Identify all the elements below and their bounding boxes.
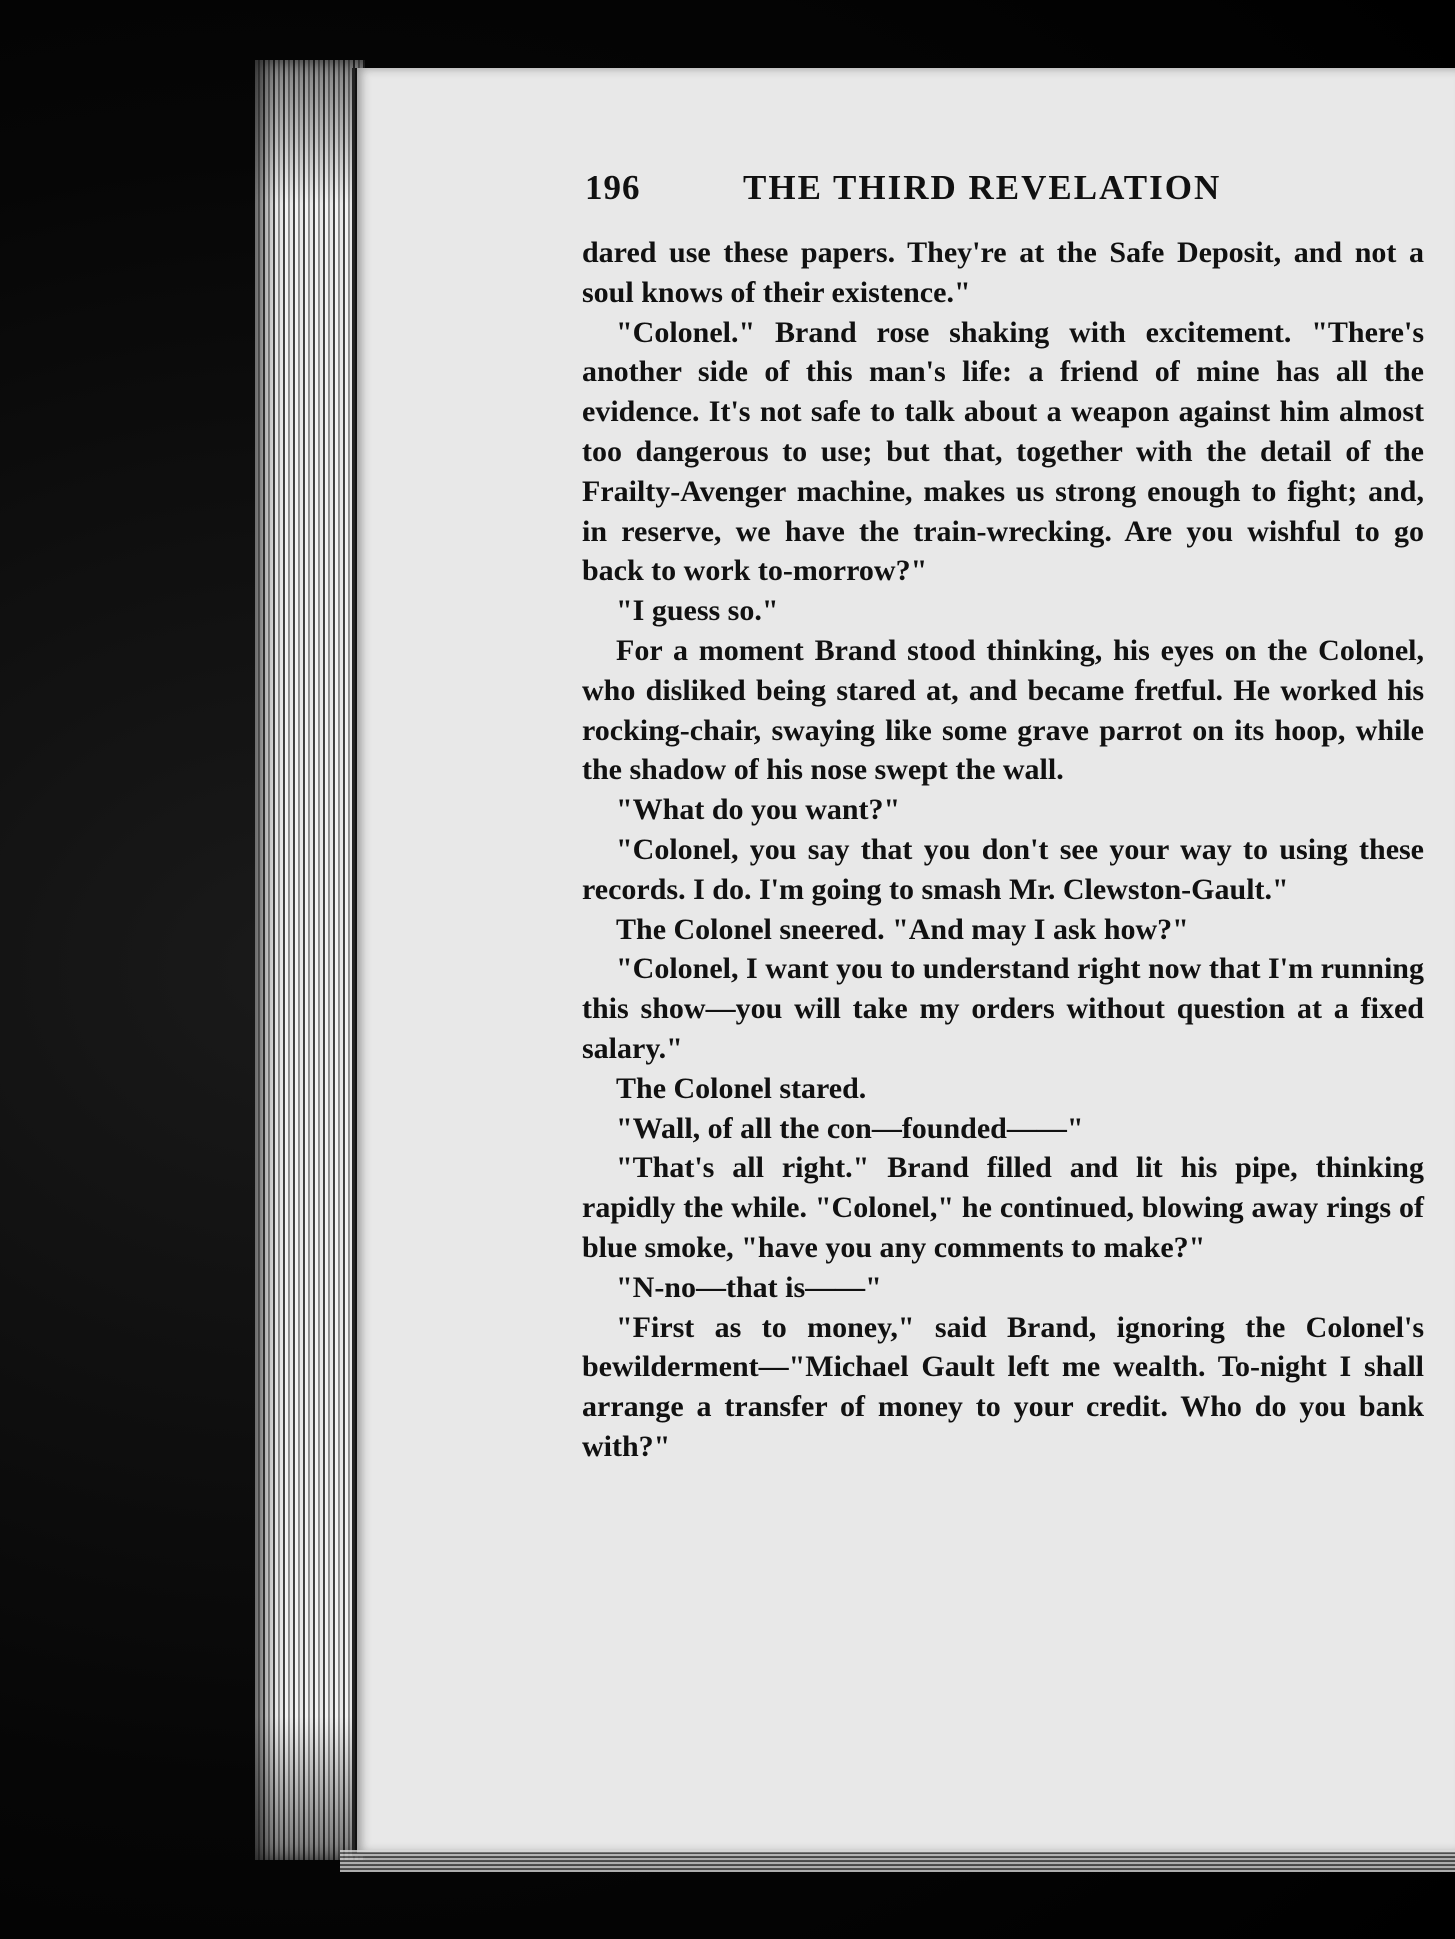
paragraph: For a moment Brand stood thinking, his eyes on the Colonel, who disliked being stared at, and became fretful. He worked his rocking-chair, swaying like some grave parrot on its hoop, while the shadow of his nose swept the wall. (582, 633, 1424, 787)
paragraph: "I guess so." (616, 594, 779, 628)
paragraph: "N-no—that is——" (616, 1270, 882, 1304)
body-text (582, 233, 1424, 1467)
page-header (585, 156, 1405, 216)
paragraph: dared use these papers. They're at the Safe Deposit, and not a soul knows of their existence." (582, 236, 1424, 309)
paragraph: "Colonel, you say that you don't see your way to using these records. I do. I'm going to smash Mr. Clewston-Gault." (582, 832, 1424, 906)
book-page (352, 68, 1455, 1856)
page-number: 196 (585, 168, 641, 207)
running-title: THE THIRD REVELATION (743, 168, 1222, 207)
book-page-edges (255, 60, 365, 1860)
paragraph: "Colonel, I want you to understand right now that I'm running this show—you will take my orders without question at a fixed salary." (582, 952, 1424, 1065)
paragraph: "What do you want?" (616, 793, 901, 827)
page-bottom-edge (340, 1850, 1455, 1872)
paragraph: "That's all right." Brand filled and lit his pipe, thinking rapidly the while. "Colonel," he continued, blowing away rings of blue smoke, "have you any comments to make?" (582, 1151, 1424, 1264)
paragraph: "Wall, of all the con—founded——" (616, 1111, 1084, 1145)
paragraph: The Colonel stared. (616, 1071, 867, 1105)
paragraph: "Colonel." Brand rose shaking with excitement. "There's another side of this man's life: a friend of mine has all the evidence. It's not safe to talk about a weapon against him almost too dangerous to use; but that, together with the detail of the Frailty-Avenger machine, makes us strong enough to fight; and, in reserve, we have the train-wrecking. Are you wishful to go back to work to-morrow?" (582, 315, 1424, 588)
paragraph: "First as to money," said Brand, ignoring the Colonel's bewilderment—"Michael Gault left me wealth. To-night I shall arrange a transfer of money to your credit. Who do you bank with?" (582, 1310, 1424, 1463)
paragraph: The Colonel sneered. "And may I ask how?" (616, 912, 1189, 946)
page-gutter-line (355, 68, 357, 1853)
